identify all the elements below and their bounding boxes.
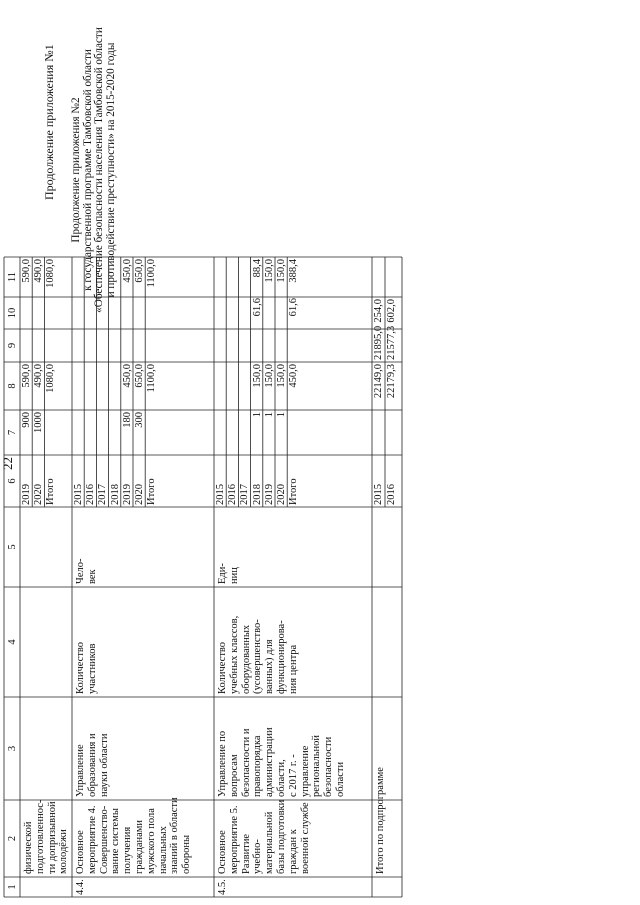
- federal-budget-cell: 21577,3: [386, 325, 397, 360]
- indicator-text: оборудованных: [240, 624, 252, 694]
- indicator-value-cell: 1: [263, 412, 275, 418]
- event-text: граждан к: [287, 829, 299, 874]
- regional-budget-cell: 61,6: [288, 298, 300, 317]
- event-text: материальной: [264, 811, 276, 874]
- executor-text: Управление: [75, 744, 86, 797]
- year-cell: Итого: [146, 478, 158, 505]
- executor-text: правопорядка: [252, 735, 264, 797]
- executor-text: управление: [299, 745, 311, 797]
- year-cell: 2020: [134, 484, 145, 505]
- indicator-text: учебных классов,: [228, 615, 240, 694]
- year-cell: 2019: [263, 484, 275, 505]
- continued-event-text: физической: [23, 821, 34, 874]
- subheader-line: к государственной программе Тамбовской области: [81, 49, 94, 291]
- event-text: обороны: [181, 834, 193, 874]
- event-text: Развитие: [240, 833, 252, 874]
- event-text: мероприятие 4.: [86, 805, 98, 874]
- event-text: базы подготовки: [276, 799, 287, 874]
- indicator-value-cell: 180: [121, 412, 133, 428]
- indicator-text: Количество: [217, 641, 228, 694]
- indicator-text: (усовершенство-: [252, 619, 264, 694]
- year-cell: 2020: [276, 484, 287, 505]
- year-cell: 2016: [227, 484, 239, 505]
- executor-text: области: [335, 761, 346, 797]
- event-text: мужского пола: [145, 808, 157, 874]
- year-cell: 2015: [73, 484, 84, 505]
- regional-budget-cell: 254,0: [373, 299, 384, 323]
- year-cell: 2016: [85, 484, 97, 505]
- subheader-line: «Обеспечение безопасности населения Тамбовской области: [93, 27, 106, 313]
- item-number: 4.5.: [217, 879, 228, 895]
- total-funding-cell: 590,0: [21, 364, 32, 388]
- executor-text: безопасности и: [240, 728, 252, 797]
- year-cell: 2020: [33, 484, 45, 505]
- year-cell: 2018: [251, 484, 263, 505]
- other-sources-cell: 650,0: [134, 259, 145, 283]
- event-text: мероприятие 5.: [228, 805, 240, 874]
- year-cell: 2015: [215, 484, 226, 505]
- column-header-number: 6: [7, 478, 18, 484]
- event-text: учебно-: [252, 839, 264, 874]
- unit-text: век: [86, 569, 98, 584]
- column-header-number: 4: [7, 639, 18, 645]
- event-text: получения: [122, 826, 134, 874]
- column-header-number: 2: [7, 835, 18, 842]
- other-sources-cell: 150,0: [276, 259, 287, 283]
- total-funding-cell: 1100,0: [146, 364, 158, 393]
- event-text: Основное: [217, 830, 228, 874]
- year-cell: 2018: [109, 484, 121, 505]
- executor-text: вопросам: [228, 754, 240, 797]
- column-header-number: 8: [7, 383, 18, 389]
- subheader-line: Продолжение приложения №2: [70, 97, 82, 243]
- column-header-number: 5: [7, 544, 18, 550]
- indicator-value-cell: 1000: [33, 412, 45, 433]
- executor-text: региональной: [311, 735, 323, 797]
- subprogram-total-label: Итого по подпрограмме: [375, 767, 386, 874]
- total-funding-cell: 22149,0: [373, 364, 384, 399]
- event-text: вание системы: [110, 808, 122, 874]
- year-cell: 2017: [239, 484, 251, 505]
- column-header-number: 10: [7, 307, 18, 319]
- total-funding-cell: 150,0: [263, 364, 275, 388]
- executor-text: науки области: [98, 733, 110, 797]
- indicator-text: ванных) для: [264, 639, 276, 694]
- year-cell: Итого: [288, 478, 300, 505]
- indicator-text: функционирова-: [276, 620, 287, 694]
- event-text: знаний в области: [169, 797, 181, 874]
- total-funding-cell: 490,0: [33, 364, 45, 388]
- unit-text: ниц: [228, 567, 240, 584]
- executor-text: образования и: [86, 733, 98, 797]
- year-cell: 2017: [97, 484, 109, 505]
- other-sources-cell: 388,4: [288, 259, 300, 283]
- event-text: Совершенство-: [98, 805, 110, 874]
- event-text: Основное: [75, 830, 86, 874]
- total-funding-cell: 150,0: [251, 364, 263, 388]
- indicator-text: Количество: [75, 641, 86, 694]
- other-sources-cell: 1100,0: [146, 259, 158, 288]
- other-sources-cell: 450,0: [121, 259, 133, 283]
- indicator-value-cell: 1: [251, 412, 263, 418]
- total-funding-cell: 450,0: [121, 364, 133, 388]
- federal-budget-cell: 21895,0: [373, 325, 384, 360]
- other-sources-cell: 1080,0: [45, 259, 57, 288]
- executor-text: с 2017 г. -: [287, 754, 299, 797]
- year-cell: 2016: [386, 484, 397, 505]
- regional-budget-cell: 602,0: [386, 299, 397, 323]
- year-cell: 2019: [21, 484, 32, 505]
- executor-text: администрации: [264, 727, 276, 797]
- unit-text: Чело-: [75, 558, 86, 584]
- total-funding-cell: 1080,0: [45, 364, 57, 393]
- item-number: 4.4.: [75, 879, 86, 895]
- indicator-text: ния центра: [287, 644, 299, 694]
- continued-event-text: подготовленнос-: [34, 799, 46, 874]
- unit-text: Еди-: [217, 563, 228, 584]
- other-sources-cell: 88,4: [251, 259, 263, 278]
- subheader-line: и противодействие преступности» на 2015-2020 годы: [104, 42, 117, 298]
- other-sources-cell: 490,0: [33, 259, 45, 283]
- column-header-number: 9: [7, 342, 18, 349]
- column-header-number: 1: [7, 884, 18, 890]
- event-text: военной службе: [299, 802, 311, 874]
- other-sources-cell: 150,0: [263, 259, 275, 283]
- indicator-value-cell: 900: [21, 412, 32, 428]
- column-header-number: 3: [7, 745, 18, 752]
- year-cell: 2015: [373, 484, 384, 505]
- other-sources-cell: 590,0: [21, 259, 32, 283]
- total-funding-cell: 150,0: [276, 364, 287, 388]
- continued-event-text: молодёжи: [58, 829, 70, 874]
- column-header-number: 11: [7, 271, 18, 283]
- indicator-text: участников: [86, 643, 98, 694]
- total-funding-cell: 650,0: [134, 364, 145, 388]
- indicator-value-cell: 300: [134, 412, 145, 428]
- indicator-value-cell: 1: [276, 412, 287, 418]
- page-number: 22: [0, 457, 15, 470]
- event-text: начальных: [157, 826, 169, 874]
- continuation-note: Продолжение приложения №1: [42, 44, 56, 200]
- event-text: гражданами: [134, 819, 145, 874]
- year-cell: 2019: [121, 484, 133, 505]
- executor-text: области,: [276, 759, 287, 797]
- column-header-number: 7: [7, 429, 18, 436]
- regional-budget-cell: 61,6: [251, 298, 263, 317]
- executor-text: безопасности: [323, 736, 335, 797]
- continued-event-text: ти допризывной: [46, 801, 58, 874]
- total-funding-cell: 450,0: [288, 364, 300, 388]
- year-cell: Итого: [45, 478, 57, 505]
- total-funding-cell: 22179,3: [386, 364, 397, 399]
- executor-text: Управление по: [217, 730, 228, 797]
